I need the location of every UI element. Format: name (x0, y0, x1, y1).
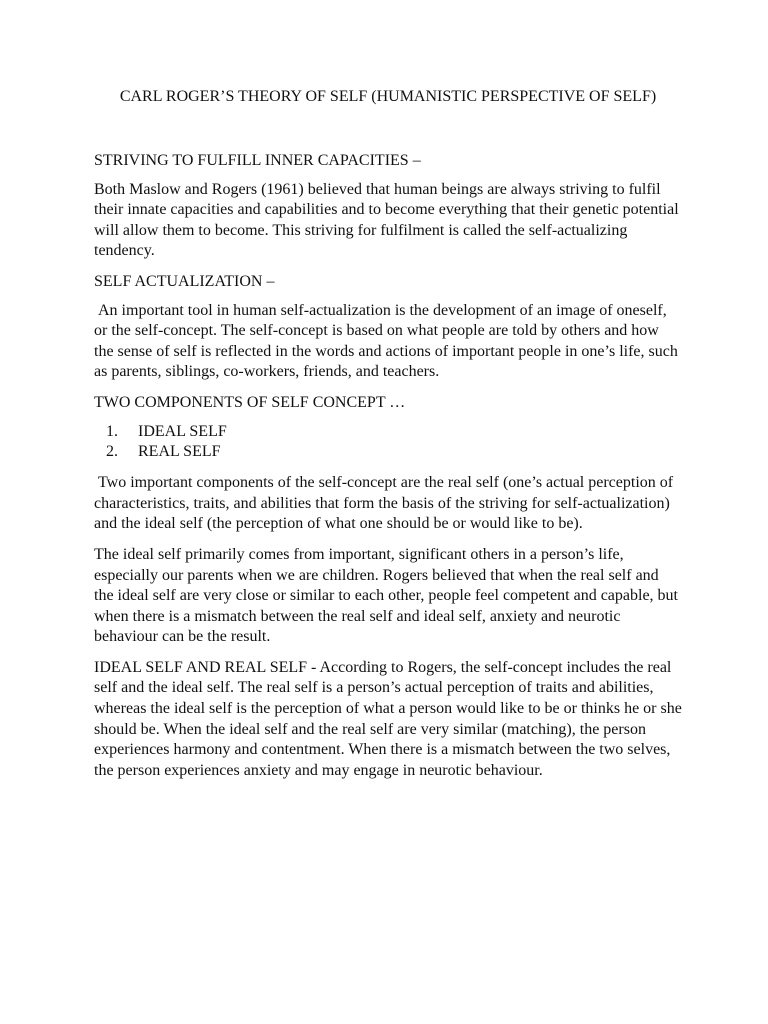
list-item-text: REAL SELF (138, 443, 221, 461)
document-body (94, 86, 682, 791)
paragraph: Two important components of the self-concept are the real self (one’s actual perception of characteristics, traits, and abilities that form the basis of the striving for self-actualization) and the ideal self (the perception of what one should be or would like to be). (94, 474, 678, 533)
document-title: CARL ROGER’S THEORY OF SELF (HUMANISTIC PERSPECTIVE OF SELF) (119, 88, 657, 105)
paragraph: An important tool in human self-actualization is the development of an image of oneself, or the self-concept. The self-concept is based on what people are told by others and how the sense of self is reflected in the words and actions of important people in one’s life, such as parents, siblings, co-workers, friends, and teachers. (94, 301, 682, 381)
section-two-components (94, 393, 682, 648)
section-heading: SELF ACTUALIZATION – (94, 272, 275, 290)
list-item (94, 442, 682, 463)
components-list (94, 422, 682, 464)
section-heading: TWO COMPONENTS OF SELF CONCEPT … (94, 393, 406, 411)
paragraph-text: According to Rogers, the self-concept includes the real self and the ideal self. The real self is a person’s actual perception of traits and abilities, whereas the ideal self is the perception of what a person would like to be or thinks he or she should be. When the ideal self and the real self are very similar (matching), the person experiences harmony and contentment. When there is a mismatch between the two selves, the person experiences anxiety and may engage in neurotic behaviour. (94, 658, 682, 779)
paragraph: The ideal self primarily comes from important, significant others in a person’s life, especially our parents when we are children. Rogers believed that when the real self and the ideal self are very close or similar to each other, people feel competent and capable, but when there is a mismatch between the real self and ideal self, anxiety and neurotic behaviour can be the result. (94, 545, 678, 646)
section-heading: STRIVING TO FULFILL INNER CAPACITIES – (94, 152, 421, 169)
inline-heading: IDEAL SELF AND REAL SELF - (94, 658, 320, 676)
list-item-number: 1. (106, 422, 118, 440)
list-item (94, 422, 682, 443)
section-self-actualization (94, 272, 682, 383)
list-item-text: IDEAL SELF (138, 422, 227, 440)
paragraph (94, 658, 682, 782)
section-ideal-real-self (94, 658, 682, 782)
list-item-number: 2. (106, 443, 118, 461)
paragraph: Both Maslow and Rogers (1961) believed that human beings are always striving to fulfil their innate capacities and capabilities and to become everything that their genetic potential will allow them to become. This striving for fulfilment is called the self-actualizing tendency. (94, 180, 679, 260)
section-striving (94, 151, 682, 262)
